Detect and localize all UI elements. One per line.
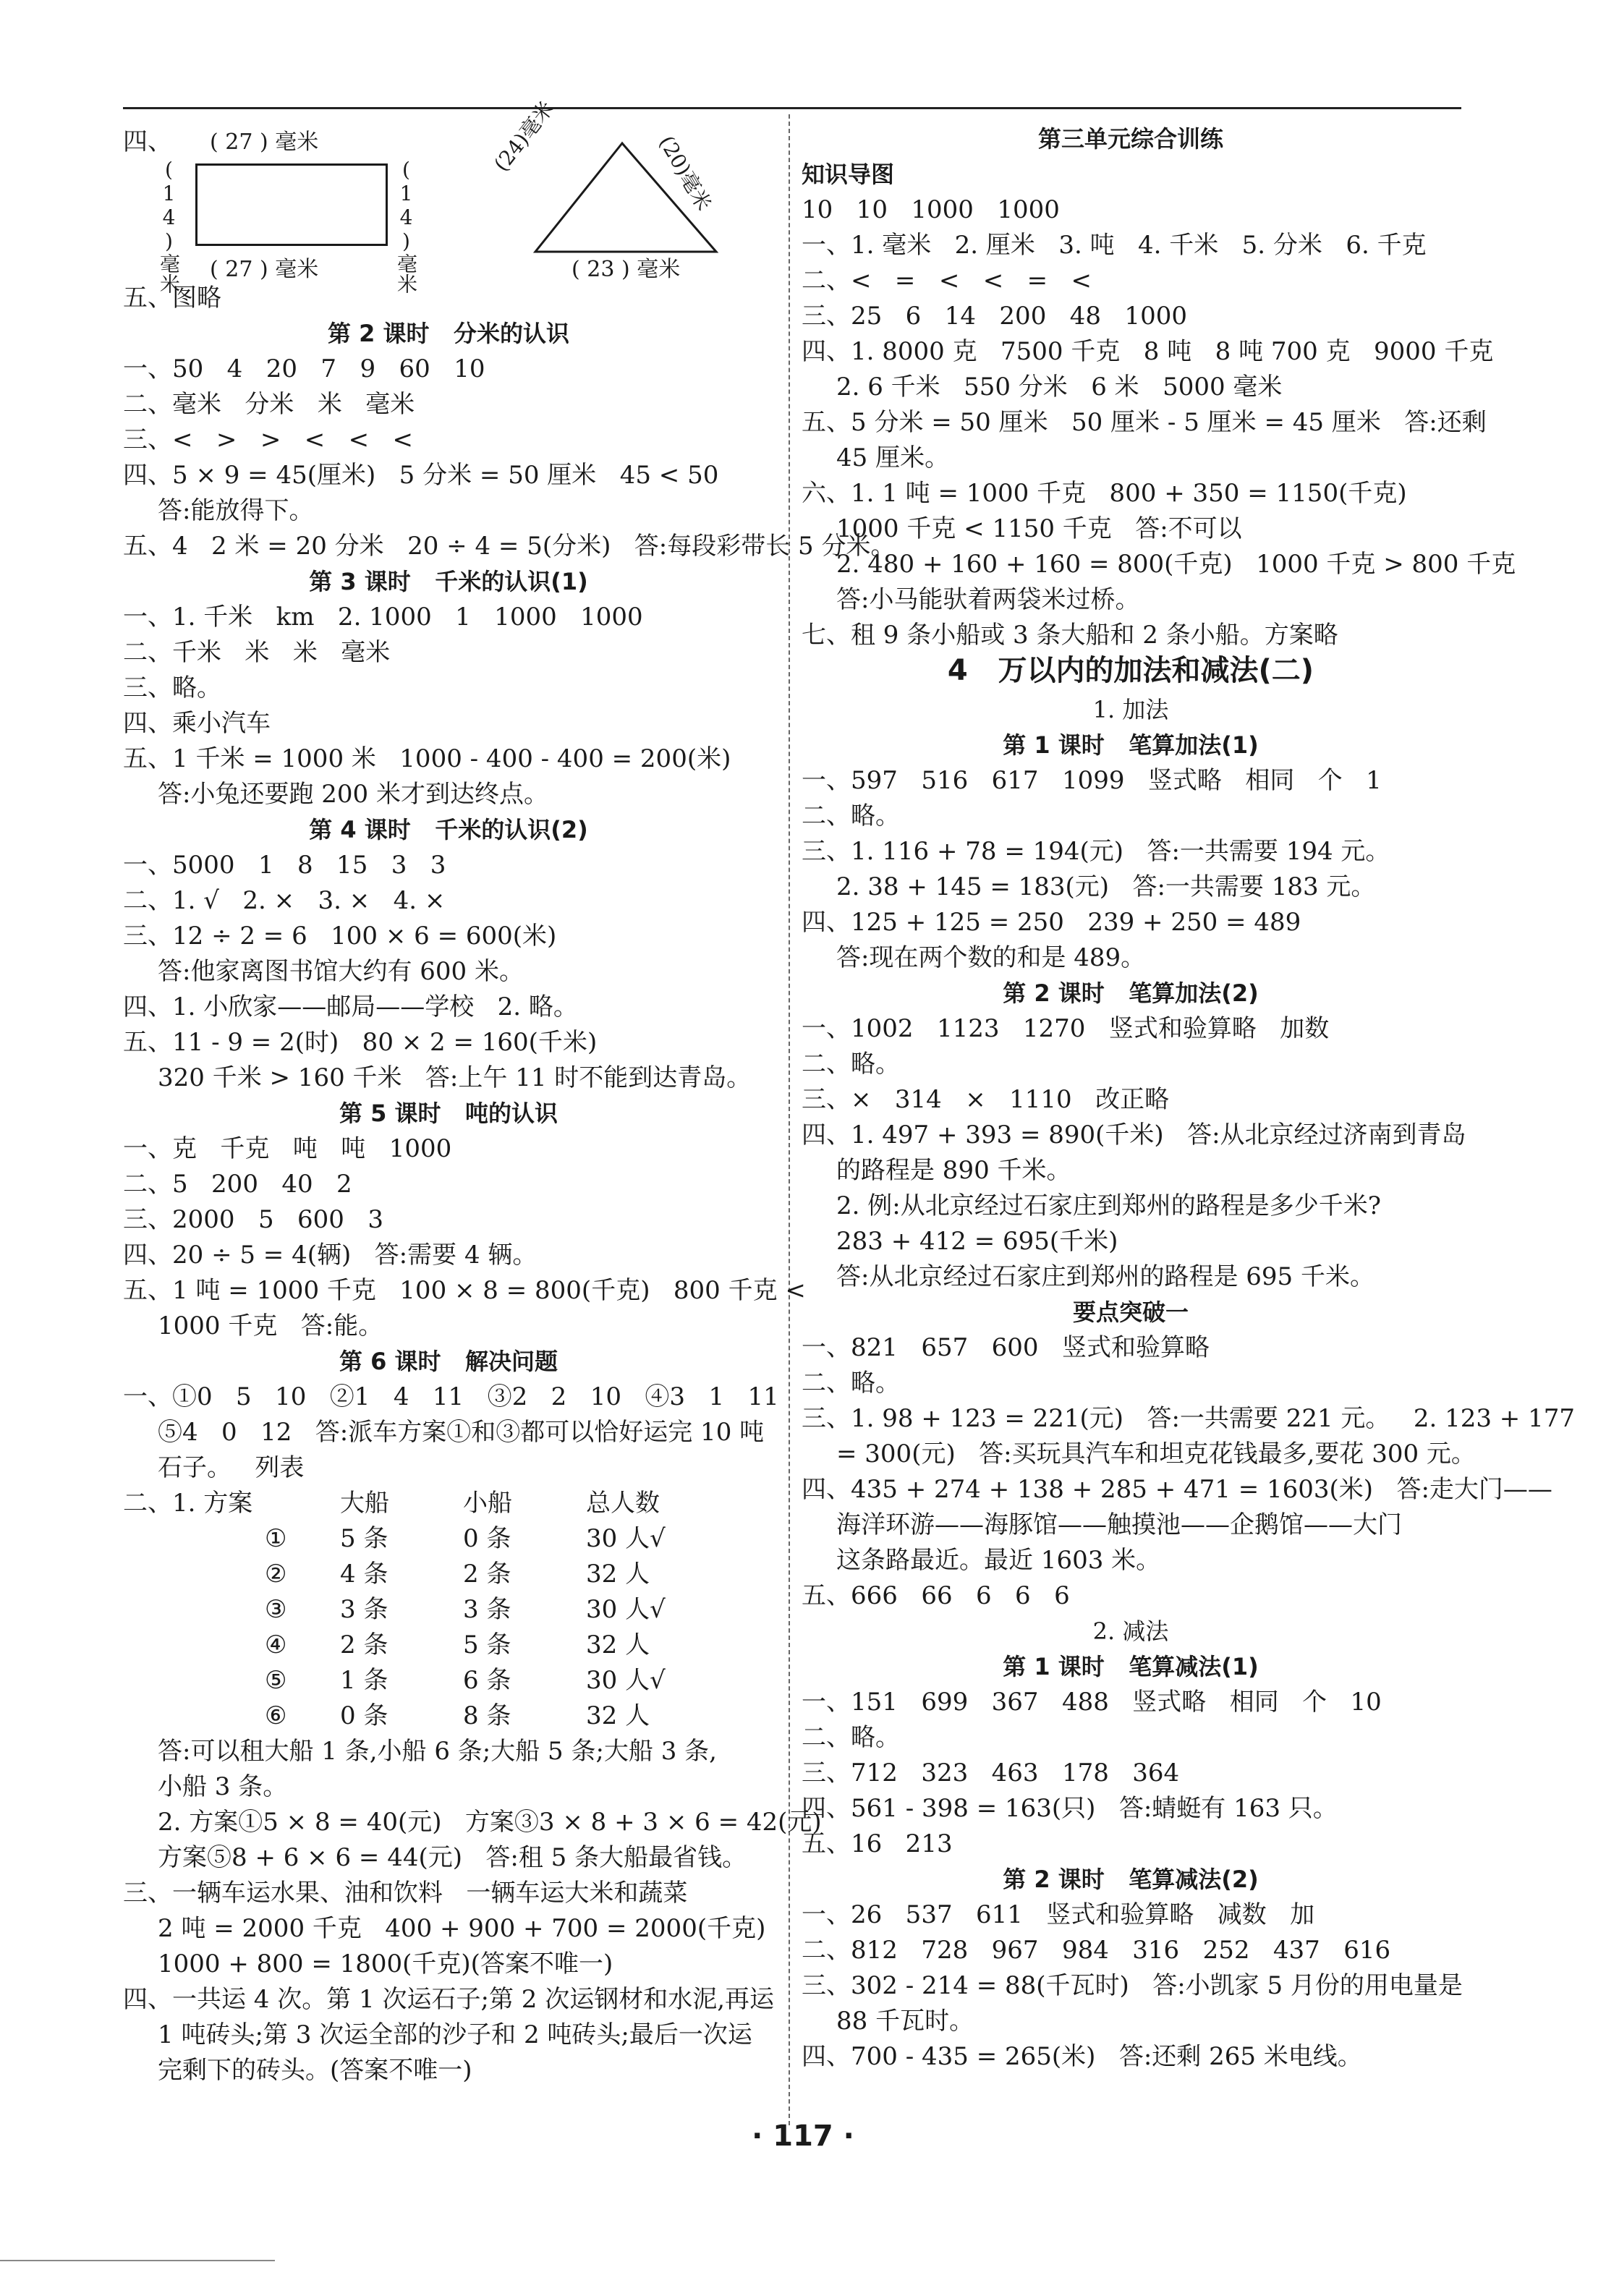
fig-prefix: 四、 (123, 127, 172, 156)
table-cell: 2 条 (340, 1630, 388, 1659)
lesson-heading: 第 3 课时 千米的认识(1) (309, 568, 588, 595)
answer-line: 小船 3 条。 (158, 1772, 288, 1801)
answer-line: 三、1. 98 + 123 = 221(元) 答:一共需要 221 元。 2. 123 + 177 (802, 1404, 1575, 1433)
answer-line: 三、< > > < < < (123, 425, 414, 454)
table-cell: 1 条 (340, 1666, 388, 1695)
answer-line: 方案⑤8 + 6 × 6 = 44(元) 答:租 5 条大船最省钱。 (158, 1843, 747, 1872)
answer-line: 88 千瓦时。 (836, 2007, 974, 2036)
answer-line: 三、× 314 × 1110 改正略 (802, 1085, 1170, 1114)
answer-line: 一、821 657 600 竖式和验算略 (802, 1333, 1210, 1362)
answer-line: 2. 38 + 145 = 183(元) 答:一共需要 183 元。 (836, 872, 1376, 901)
answer-line: 四、125 + 125 = 250 239 + 250 = 489 (802, 908, 1301, 937)
table-cell: 30 人√ (586, 1666, 666, 1695)
answer-line: 1000 千克 < 1150 千克 答:不可以 (836, 514, 1242, 543)
answer-line: 的路程是 890 千米。 (836, 1156, 1071, 1185)
table-cell: ⑥ (265, 1701, 287, 1730)
lesson-heading: 第 5 课时 吨的认识 (339, 1100, 558, 1127)
answer-line: 一、1002 1123 1270 竖式和验算略 加数 (802, 1014, 1330, 1043)
answer-line: 四、1. 小欣家——邮局——学校 2. 略。 (123, 992, 578, 1021)
answer-line: ⑤4 0 12 答:派车方案①和③都可以恰好运完 10 吨 (158, 1418, 765, 1447)
answer-line: 四、1. 497 + 393 = 890(千米) 答:从北京经过济南到青岛 (802, 1121, 1466, 1149)
answer-line: 答:他家离图书馆大约有 600 米。 (158, 957, 524, 986)
answer-line: 答:能放得下。 (158, 496, 314, 525)
answer-line: 二、略。 (802, 1723, 900, 1752)
table-row (123, 1698, 774, 1734)
answer-line: 1000 千克 答:能。 (158, 1311, 383, 1340)
table-header: 总人数 (586, 1489, 660, 1518)
table-row (123, 1521, 774, 1557)
answer-line: 45 厘米。 (836, 443, 950, 472)
table-cell: 0 条 (463, 1524, 511, 1553)
answer-line: 2 吨 = 2000 千克 400 + 900 + 700 = 2000(千克) (158, 1914, 766, 1943)
answer-line: 四、20 ÷ 5 = 4(辆) 答:需要 4 辆。 (123, 1241, 538, 1270)
answer-line: 10 10 1000 1000 (802, 195, 1060, 224)
answer-line: 这条路最近。最近 1603 米。 (836, 1546, 1161, 1575)
lesson-heading: 第 2 课时 笔算加法(2) (1003, 979, 1259, 1007)
table-row (123, 1663, 774, 1698)
top-rule (123, 107, 1461, 109)
table-cell: 2 条 (463, 1560, 511, 1589)
lesson-heading: 第 6 课时 解决问题 (339, 1348, 558, 1375)
answer-line: 三、25 6 14 200 48 1000 (802, 302, 1187, 331)
unit-heading: 第三单元综合训练 (1037, 125, 1223, 153)
lesson-heading: 第 2 课时 分米的认识 (328, 320, 569, 347)
lesson-heading: 第 2 课时 笔算减法(2) (1003, 1866, 1259, 1893)
table-row (123, 1628, 774, 1663)
chapter-heading: 4 万以内的加法和减法(二) (947, 654, 1314, 687)
answer-line: 六、1. 1 吨 = 1000 千克 800 + 350 = 1150(千克) (802, 479, 1407, 508)
answer-line: 二、812 728 967 984 316 252 437 616 (802, 1936, 1391, 1965)
answer-line: 石子。 列表 (158, 1453, 305, 1482)
table-cell: 32 人 (586, 1560, 650, 1589)
answer-line: 五、4 2 米 = 20 分米 20 ÷ 4 = 5(分米) 答:每段彩带长 5 分米。 (123, 532, 896, 561)
answer-line: 二、< = < < = < (802, 266, 1092, 295)
rect-left-label: (14)毫米 (157, 158, 181, 294)
table-cell: ② (265, 1560, 287, 1589)
answer-line: 四、一共运 4 次。第 1 次运石子;第 2 次运钢材和水泥,再运 (123, 1985, 775, 2014)
table-cell: 5 条 (340, 1524, 388, 1553)
table-cell: ③ (265, 1595, 287, 1624)
answer-line: 完剩下的砖头。(答案不唯一) (158, 2056, 472, 2085)
table-cell: 0 条 (340, 1701, 388, 1730)
answer-line: 答:可以租大船 1 条,小船 6 条;大船 5 条;大船 3 条, (158, 1737, 717, 1766)
answer-line: 五、5 分米 = 50 厘米 50 厘米 - 5 厘米 = 45 厘米 答:还剩 (802, 408, 1487, 437)
answer-line: 三、略。 (123, 673, 221, 702)
answer-line: 四、435 + 274 + 138 + 285 + 471 = 1603(米) 答:走大门—— (802, 1475, 1552, 1504)
answer-line: 一、1. 千米 km 2. 1000 1 1000 1000 (123, 603, 643, 632)
answer-line: 四、700 - 435 = 265(米) 答:还剩 265 米电线。 (802, 2042, 1362, 2071)
right-column (802, 122, 1575, 2075)
answer-line: 五、1 吨 = 1000 千克 100 × 8 = 800(千克) 800 千克 < (123, 1276, 806, 1305)
table-header: 小船 (463, 1489, 512, 1518)
answer-line: 一、克 千克 吨 吨 1000 (123, 1134, 452, 1163)
answer-line: 三、12 ÷ 2 = 6 100 × 6 = 600(米) (123, 922, 557, 951)
answer-line: 320 千米 > 160 千米 答:上午 11 时不能到达青岛。 (158, 1063, 752, 1092)
section-heading: 1. 加法 (1092, 696, 1169, 723)
table-cell: 4 条 (340, 1560, 388, 1589)
answer-line: = 300(元) 答:买玩具汽车和坦克花钱最多,要花 300 元。 (836, 1440, 1476, 1468)
measure-figures (123, 96, 774, 294)
table-cell: 32 人 (586, 1701, 650, 1730)
answer-line: 四、5 × 9 = 45(厘米) 5 分米 = 50 厘米 45 < 50 (123, 461, 719, 490)
scheme-table (123, 1486, 774, 1734)
table-cell: 8 条 (463, 1701, 511, 1730)
answer-line: 2. 6 千米 550 分米 6 米 5000 毫米 (836, 373, 1283, 401)
answer-line: 四、乘小汽车 (123, 709, 271, 738)
answer-line: 2. 480 + 160 + 160 = 800(千克) 1000 千克 > 800 千克 (836, 550, 1516, 579)
answer-line: 五、666 66 6 6 6 (802, 1581, 1070, 1610)
answer-line: 2. 例:从北京经过石家庄到郑州的路程是多少千米? (836, 1191, 1381, 1220)
answer-line: 一、1. 毫米 2. 厘米 3. 吨 4. 千米 5. 分米 6. 千克 (802, 231, 1427, 260)
table-cell: 30 人√ (586, 1524, 666, 1553)
rect-top-label: ( 27 ) 毫米 (210, 129, 319, 155)
table-row (123, 1592, 774, 1628)
lesson-heading: 第 1 课时 笔算减法(1) (1003, 1653, 1259, 1680)
answer-line: 三、302 - 214 = 88(千瓦时) 答:小凯家 5 月份的用电量是 (802, 1971, 1463, 2000)
table-cell: 6 条 (463, 1666, 511, 1695)
answer-line: 三、一辆车运水果、油和饮料 一辆车运大米和蔬菜 (123, 1879, 688, 1908)
answer-line: 五、图略 (123, 284, 221, 312)
answer-line: 二、略。 (802, 802, 900, 830)
table-cell: ⑤ (265, 1666, 287, 1695)
table-cell: ① (265, 1524, 287, 1553)
answer-line: 一、151 699 367 488 竖式略 相同 个 10 (802, 1688, 1382, 1717)
table-cell: 3 条 (340, 1595, 388, 1624)
answer-line: 答:从北京经过石家庄到郑州的路程是 695 千米。 (836, 1262, 1375, 1291)
answer-line: 五、16 213 (802, 1829, 953, 1858)
answer-line: 答:现在两个数的和是 489。 (836, 943, 1146, 972)
answer-line: 答:小马能驮着两袋米过桥。 (836, 585, 1140, 614)
answer-line: 一、26 537 611 竖式和验算略 减数 加 (802, 1900, 1315, 1929)
table-header-row (123, 1486, 774, 1521)
answer-line: 一、5000 1 8 15 3 3 (123, 851, 446, 880)
triangle-left-label: (24)毫米 (489, 96, 559, 177)
section-heading: 2. 减法 (1092, 1617, 1169, 1645)
answer-line: 三、1. 116 + 78 = 194(元) 答:一共需要 194 元。 (802, 837, 1390, 866)
lesson-heading: 第 1 课时 笔算加法(1) (1003, 731, 1259, 759)
answer-line: 二、1. √ 2. × 3. × 4. × (123, 886, 446, 915)
table-cell: ④ (265, 1630, 287, 1659)
table-prefix: 二、1. 方案 (123, 1489, 253, 1518)
answer-line: 二、略。 (802, 1369, 900, 1398)
table-cell: 32 人 (586, 1630, 650, 1659)
answer-line: 海洋环游——海豚馆——触摸池——企鹅馆——大门 (836, 1510, 1402, 1539)
answer-line: 三、2000 5 600 3 (123, 1205, 383, 1234)
answer-line: 二、略。 (802, 1050, 900, 1079)
answer-line: 五、1 千米 = 1000 米 1000 - 400 - 400 = 200(米) (123, 744, 731, 773)
answer-line: 四、1. 8000 克 7500 千克 8 吨 8 吨 700 克 9000 千克 (802, 337, 1494, 366)
table-header: 大船 (340, 1489, 389, 1518)
bottom-rule (0, 2260, 275, 2261)
table-cell: 30 人√ (586, 1595, 666, 1624)
triangle-bottom-label: ( 23 ) 毫米 (572, 257, 681, 282)
answer-line: 五、11 - 9 = 2(时) 80 × 2 = 160(千米) (123, 1028, 598, 1057)
rect-right-label: (14)毫米 (394, 158, 418, 294)
answer-line: 1 吨砖头;第 3 次运全部的沙子和 2 吨砖头;最后一次运 (158, 2020, 752, 2049)
answer-line: 二、千米 米 米 毫米 (123, 638, 391, 667)
answer-line: 1000 + 800 = 1800(千克)(答案不唯一) (158, 1950, 613, 1978)
page-number: · 117 · (752, 2119, 854, 2153)
answer-line: 答:小兔还要跑 200 米才到达终点。 (158, 780, 548, 809)
answer-line: 四、561 - 398 = 163(只) 答:蜻蜓有 163 只。 (802, 1794, 1338, 1823)
knowledge-map-label: 知识导图 (802, 161, 895, 188)
answer-line: 一、597 516 617 1099 竖式略 相同 个 1 (802, 766, 1382, 795)
key-points-heading: 要点突破一 (1072, 1298, 1189, 1326)
answer-line: 三、712 323 463 178 364 (802, 1759, 1180, 1787)
answer-line: 二、5 200 40 2 (123, 1170, 352, 1199)
rect-bottom-label: ( 27 ) 毫米 (210, 257, 319, 282)
table-cell: 5 条 (463, 1630, 511, 1659)
triangle-right-label: (20)毫米 (654, 132, 716, 215)
table-cell: 3 条 (463, 1595, 511, 1624)
lesson-heading: 第 4 课时 千米的认识(2) (309, 816, 588, 843)
answer-line: 七、租 9 条小船或 3 条大船和 2 条小船。方案略 (802, 621, 1338, 650)
answer-line: 2. 方案①5 × 8 = 40(元) 方案③3 × 8 + 3 × 6 = 42(元) (158, 1808, 822, 1837)
table-row (123, 1557, 774, 1592)
answer-line: 二、毫米 分米 米 毫米 (123, 390, 415, 419)
answer-line: 283 + 412 = 695(千米) (836, 1227, 1118, 1256)
rectangle-figure (195, 163, 388, 246)
answer-line: 一、①0 5 10 ②1 4 11 ③2 2 10 ④3 1 11 (123, 1382, 779, 1411)
answer-line: 一、50 4 20 7 9 60 10 (123, 354, 485, 383)
